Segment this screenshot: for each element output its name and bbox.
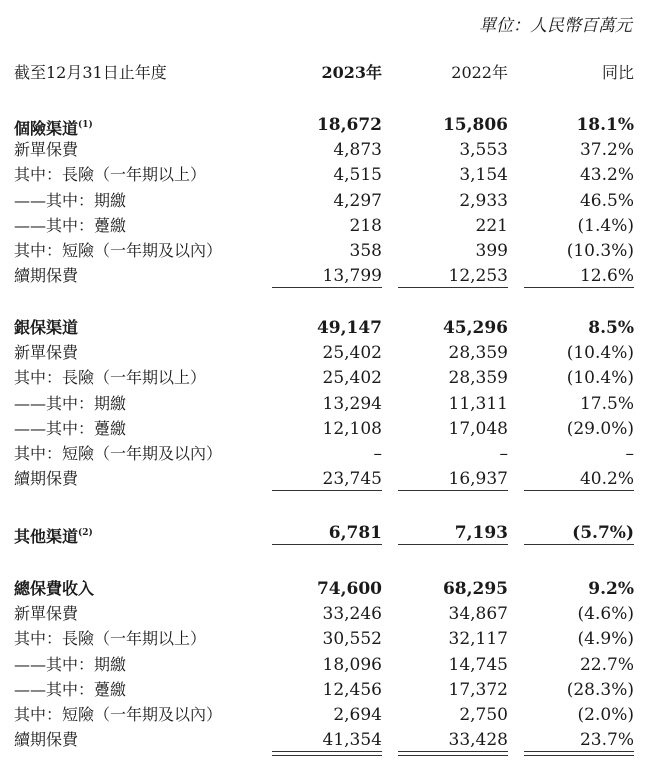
row-label: [14, 677, 126, 703]
table-row: [0, 238, 646, 264]
row-label-text: 其他渠道: [14, 527, 79, 546]
value-yoy: 46.5%: [579, 190, 634, 211]
row-label: [14, 188, 126, 214]
value-yoy: (10.4%): [566, 343, 634, 364]
row-label: [14, 520, 93, 550]
table-row: [0, 466, 646, 492]
value-2023: 18,672: [316, 115, 382, 135]
value-2023: 2,694: [333, 705, 382, 725]
section-rule: [398, 490, 508, 491]
row-label: [14, 441, 222, 467]
value-2022: 33,428: [448, 730, 508, 751]
table-row: [0, 263, 646, 289]
row-label: [14, 213, 126, 239]
footnote-marker: (1): [78, 120, 93, 130]
value-2023: 41,354: [322, 730, 382, 751]
value-2022: –: [499, 444, 508, 464]
table-row: [0, 112, 646, 138]
row-label: [14, 652, 126, 678]
row-label: [14, 466, 78, 492]
table-row: [0, 677, 646, 703]
value-2022: 12,253: [448, 266, 508, 287]
value-2023: 6,781: [328, 523, 382, 543]
value-2022: 15,806: [442, 115, 508, 135]
value-2023: 12,456: [322, 679, 382, 700]
row-label: [14, 416, 126, 442]
header-col-2022: 2022年: [451, 63, 508, 82]
value-yoy: 9.2%: [588, 579, 634, 599]
row-label-text: 新單保費: [14, 604, 79, 624]
row-label: [14, 340, 78, 366]
value-yoy: (4.6%): [577, 604, 634, 625]
value-yoy: (2.0%): [577, 705, 634, 725]
value-2022: 11,311: [448, 393, 508, 414]
section-rule: [524, 287, 634, 288]
section-rule: [272, 544, 382, 545]
value-2023: 25,402: [322, 343, 382, 364]
table-row: [0, 702, 646, 728]
value-yoy: (5.7%): [572, 523, 634, 543]
row-label-text: 續期保費: [14, 266, 79, 286]
value-2022: 399: [475, 241, 508, 261]
row-label-text: 新單保費: [14, 140, 79, 160]
table-row: [0, 137, 646, 163]
value-2022: 34,867: [448, 604, 508, 625]
value-2023: 25,402: [322, 368, 382, 389]
value-2023: 13,799: [322, 266, 382, 287]
value-2022: 45,296: [442, 318, 508, 338]
table-row: [0, 340, 646, 366]
value-yoy: 40.2%: [579, 469, 634, 490]
value-yoy: 23.7%: [579, 730, 634, 751]
table-row: [0, 520, 646, 546]
value-yoy: –: [625, 444, 634, 464]
row-label: [14, 315, 78, 341]
value-2022: 28,359: [448, 343, 508, 364]
value-2022: 3,154: [459, 165, 508, 186]
footnote-marker: (2): [78, 528, 93, 538]
value-2023: 30,552: [322, 629, 382, 650]
value-yoy: (29.0%): [566, 418, 634, 439]
row-label-text: 其中：長險（一年期以上）: [14, 629, 207, 649]
value-2022: 68,295: [442, 579, 508, 599]
row-label: [14, 576, 94, 602]
table-row: [0, 576, 646, 602]
total-double-rule: [272, 751, 382, 756]
value-2022: 7,193: [454, 523, 508, 543]
row-label-text: 總保費收入: [14, 579, 95, 598]
value-yoy: 18.1%: [576, 115, 634, 135]
value-2022: 16,937: [448, 469, 508, 490]
value-2022: 2,750: [459, 705, 508, 725]
value-2023: 18,096: [322, 654, 382, 675]
section-rule: [398, 287, 508, 288]
value-yoy: (10.3%): [566, 241, 634, 261]
value-2023: 358: [349, 241, 382, 261]
value-2023: 4,297: [333, 190, 382, 211]
table-row: [0, 188, 646, 214]
table-row: [0, 626, 646, 652]
table-row: [0, 162, 646, 188]
row-label-text: 新單保費: [14, 343, 79, 363]
value-2022: 32,117: [448, 629, 508, 650]
unit-caption: 單位：人民幣百萬元: [479, 16, 632, 36]
row-label-text: 銀保渠道: [14, 318, 79, 337]
value-2023: 13,294: [322, 393, 382, 414]
row-label-text: ——其中：躉繳: [14, 679, 127, 699]
table-row: [0, 441, 646, 467]
row-label-text: 其中：短險（一年期及以內）: [14, 444, 223, 463]
header-col-2023: 2023年: [321, 63, 382, 82]
row-label: [14, 263, 78, 289]
value-yoy: 43.2%: [579, 165, 634, 186]
value-2023: 4,515: [333, 165, 382, 186]
value-yoy: 17.5%: [579, 393, 634, 414]
row-label-text: 其中：長險（一年期以上）: [14, 165, 207, 185]
section-rule: [398, 544, 508, 545]
value-2023: 12,108: [322, 418, 382, 439]
header-label: 截至12月31日止年度: [14, 63, 167, 82]
value-2023: –: [373, 444, 382, 464]
value-yoy: (4.9%): [577, 629, 634, 650]
row-label-text: ——其中：躉繳: [14, 215, 127, 235]
row-label: [14, 238, 222, 264]
value-yoy: (1.4%): [577, 215, 634, 236]
row-label-text: 續期保費: [14, 469, 79, 489]
value-yoy: 12.6%: [579, 266, 634, 287]
table-row: [0, 315, 646, 341]
row-label-text: 其中：長險（一年期以上）: [14, 368, 207, 388]
value-2022: 2,933: [459, 190, 508, 211]
value-2023: 4,873: [333, 140, 382, 161]
value-2023: 49,147: [316, 318, 382, 338]
section-rule: [272, 490, 382, 491]
value-2022: 14,745: [448, 654, 508, 675]
table-row: [0, 391, 646, 417]
section-rule: [524, 490, 634, 491]
value-2022: 3,553: [459, 140, 508, 161]
value-yoy: 8.5%: [588, 318, 634, 338]
row-label: [14, 601, 78, 627]
value-2023: 23,745: [322, 469, 382, 490]
total-double-rule: [524, 751, 634, 756]
value-yoy: 37.2%: [579, 140, 634, 161]
table-header: [0, 60, 646, 86]
row-label-text: 個險渠道: [14, 119, 79, 138]
table-row: [0, 652, 646, 678]
table-row: [0, 213, 646, 239]
table-row: [0, 601, 646, 627]
value-2022: 221: [475, 215, 508, 236]
value-2022: 17,048: [448, 418, 508, 439]
row-label: [14, 391, 126, 417]
row-label: [14, 727, 78, 753]
row-label-text: 續期保費: [14, 730, 79, 750]
value-2023: 218: [349, 215, 382, 236]
value-yoy: (28.3%): [566, 679, 634, 700]
value-2023: 33,246: [322, 604, 382, 625]
header-col-yoy: 同比: [601, 63, 634, 82]
row-label-text: ——其中：期繳: [14, 654, 127, 674]
row-label: [14, 137, 78, 163]
row-label-text: ——其中：躉繳: [14, 418, 127, 438]
value-2022: 28,359: [448, 368, 508, 389]
value-2022: 17,372: [448, 679, 508, 700]
total-double-rule: [398, 751, 508, 756]
table-row: [0, 727, 646, 753]
row-label-text: ——其中：期繳: [14, 393, 127, 413]
section-rule: [524, 544, 634, 545]
table-row: [0, 365, 646, 391]
row-label: [14, 162, 206, 188]
row-label: [14, 702, 222, 728]
value-2023: 74,600: [316, 579, 382, 599]
value-yoy: 22.7%: [579, 654, 634, 675]
section-rule: [272, 287, 382, 288]
row-label-text: 其中：短險（一年期及以內）: [14, 705, 223, 724]
row-label: [14, 626, 206, 652]
table-row: [0, 416, 646, 442]
row-label-text: 其中：短險（一年期及以內）: [14, 241, 223, 260]
row-label-text: ——其中：期繳: [14, 190, 127, 210]
row-label: [14, 365, 206, 391]
value-yoy: (10.4%): [566, 368, 634, 389]
